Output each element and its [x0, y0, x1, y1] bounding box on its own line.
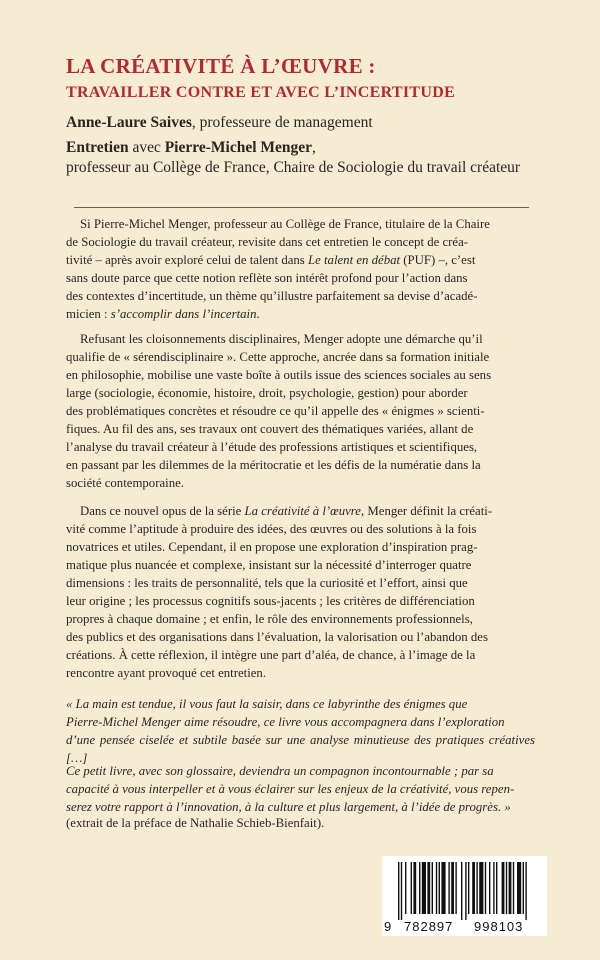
- barcode-bar: [398, 862, 399, 920]
- barcode-bar: [496, 862, 497, 914]
- interviewee-name: Pierre-Michel Menger: [164, 139, 313, 156]
- barcode-bar: [436, 862, 437, 914]
- paragraph-definition: [66, 502, 535, 682]
- motto: s’accomplir dans l’incertain: [110, 307, 257, 321]
- text-line: en passant par les dilemmes de la méritocratie et les défis de la numératie dans la: [66, 458, 481, 472]
- text-line: vité comme l’aptitude à produire des idées, des œuvres ou des solutions à la fois: [66, 522, 477, 536]
- divider: [74, 207, 529, 208]
- text-line: large (sociologie, économie, histoire, droit, psychologie, gestion) pour aborder: [66, 386, 468, 400]
- text-line: des contextes d’incertitude, un thème qu’illustre parfaitement sa devise d’acadé-: [66, 289, 478, 303]
- text-line: en philosophie, mobilise une vaste boîte à outils issue des sciences sociales au sens: [66, 368, 492, 382]
- interview-comma: ,: [312, 139, 316, 156]
- paragraph-approach: [66, 330, 535, 492]
- quote-line: serez votre rapport à l’innovation, à la culture et plus largement, à l’idée de progrès. »: [66, 800, 511, 814]
- paragraph-intro: [66, 215, 535, 323]
- barcode-bar: [405, 862, 406, 914]
- barcode-bar: [411, 862, 412, 914]
- author-line: [66, 114, 373, 132]
- barcode-digits-right: 998103: [474, 919, 524, 934]
- barcode-bar: [506, 862, 507, 914]
- author-role: , professeure de management: [191, 114, 373, 131]
- barcode-bar: [472, 862, 475, 914]
- quote-line: d’une pensée ciselée et subtile basée sur une analyse minutieuse des pratiques créatives […]: [66, 733, 535, 765]
- text-line: société contemporaine.: [66, 476, 184, 490]
- barcode-bar: [427, 862, 430, 914]
- barcode-digit-lead: 9: [384, 919, 393, 934]
- text-line: propres à chaque domaine ; et enfin, le rôle des environnements professionnels,: [66, 612, 473, 626]
- barcode-bar: [461, 862, 462, 920]
- text-line: [66, 305, 535, 323]
- barcode-bar: [485, 862, 486, 914]
- barcode-bar: [523, 862, 524, 914]
- barcode-bar: [476, 862, 477, 914]
- barcode-bar: [525, 862, 526, 920]
- interview-label: Entretien: [66, 139, 129, 156]
- barcode-bar: [465, 862, 466, 920]
- barcode-bars: [390, 862, 540, 920]
- text-line: matique plus nuancée et complexe, insistant sur la nécessité d’interroger quatre: [66, 558, 472, 572]
- barcode-bar: [441, 862, 445, 914]
- barcode-bar: [451, 862, 454, 914]
- isbn-barcode: [382, 856, 547, 936]
- text-line: [66, 251, 535, 269]
- text-line: de Sociologie du travail créateur, revisite dans cet entretien le concept de créa-: [66, 235, 469, 249]
- quote-line: capacité à vous interpeller et à vous éclairer sur les enjeux de la créativité, vous repen-: [66, 782, 515, 796]
- text-run: , Menger définit la créati-: [360, 504, 493, 518]
- quote-line: Pierre-Michel Menger aime résoudre, ce livre vous accompagnera dans l’exploration: [66, 715, 505, 729]
- text-line: Refusant les cloisonnements disciplinaires, Menger adopte une démarche qu’il: [80, 332, 483, 346]
- preface-quote-2: [66, 762, 535, 816]
- text-line: sans doute parce que cette notion reflète son intérêt profond pour l’action dans: [66, 271, 468, 285]
- barcode-bar: [401, 862, 402, 920]
- preface-credit: (extrait de la préface de Nathalie Schieb-Bienfait).: [66, 816, 325, 830]
- barcode-bar: [422, 862, 426, 914]
- barcode-bar: [419, 862, 420, 914]
- barcode-bar: [439, 862, 440, 914]
- interviewee-role: professeur au Collège de France, Chaire de Sociologie du travail créateur: [66, 159, 521, 176]
- barcode-bar: [432, 862, 433, 914]
- barcode-bar: [509, 862, 512, 914]
- barcode-bar: [413, 862, 416, 914]
- barcode-bar: [468, 862, 469, 914]
- barcode-bar: [448, 862, 449, 914]
- text-line: [66, 502, 535, 520]
- barcode-bar: [517, 862, 521, 914]
- text-line: leur origine ; les processus cognitifs sous-jacents ; les critères de différenciation: [66, 594, 475, 608]
- text-line: dimensions : les traits de personnalité, tels que la curiosité et l’effort, ainsi que: [66, 576, 468, 590]
- text-line: qualifie de « sérendisciplinaire ». Cette approche, ancrée dans sa formation initiale: [66, 350, 490, 364]
- text-run: .: [256, 307, 260, 321]
- text-run: (PUF) –, c’est: [400, 253, 476, 267]
- book-reference: Le talent en débat: [308, 253, 401, 267]
- text-line: l’analyse du travail créateur à l’étude des professions artistiques et scientifiques,: [66, 440, 478, 454]
- text-run: micien :: [66, 307, 111, 321]
- quote-line: « La main est tendue, il vous faut la saisir, dans ce labyrinthe des énigmes que: [66, 697, 468, 711]
- barcode-digits-left: 782897: [404, 919, 454, 934]
- quote-line: Ce petit livre, avec son glossaire, deviendra un compagnon incontournable ; par sa: [66, 764, 494, 778]
- interview-line: [66, 139, 316, 157]
- barcode-bar: [489, 862, 490, 914]
- barcode-bar: [455, 862, 456, 914]
- preface-quote-1: [66, 695, 535, 767]
- text-line: Si Pierre-Michel Menger, professeur au Collège de France, titulaire de la Chaire: [80, 217, 490, 231]
- text-line: rencontre ayant provoqué cet entretien.: [66, 666, 267, 680]
- text-run: tivité – après avoir exploré celui de talent dans: [66, 253, 308, 267]
- barcode-bar: [513, 862, 514, 914]
- interview-with: avec: [128, 139, 165, 156]
- text-line: des publics et des organisations dans l’évaluation, la valorisation ou l’abandon des: [66, 630, 488, 644]
- book-subtitle: TRAVAILLER CONTRE ET AVEC L’INCERTITUDE: [66, 84, 456, 101]
- text-line: fiques. Au fil des ans, ses travaux ont couvert des thématiques variées, allant de: [66, 422, 474, 436]
- text-line: novatrices et utiles. Cependant, il en propose une exploration d’inspiration prag-: [66, 540, 478, 554]
- author-name: Anne-Laure Saives: [66, 114, 192, 131]
- barcode-bar: [502, 862, 505, 914]
- barcode-bar: [493, 862, 494, 914]
- book-title: LA CRÉATIVITÉ À L’ŒUVRE :: [66, 54, 376, 78]
- text-line: des problématiques concrètes et résoudre ce qu’il appelle des « énigmes » scienti-: [66, 404, 485, 418]
- text-line: créations. À cette réflexion, il intègre une part d’aléa, de chance, à l’image de la: [66, 648, 476, 662]
- text-run: Dans ce nouvel opus de la série: [80, 504, 245, 518]
- series-title: La créativité à l’œuvre: [244, 504, 361, 518]
- barcode-bar: [479, 862, 483, 914]
